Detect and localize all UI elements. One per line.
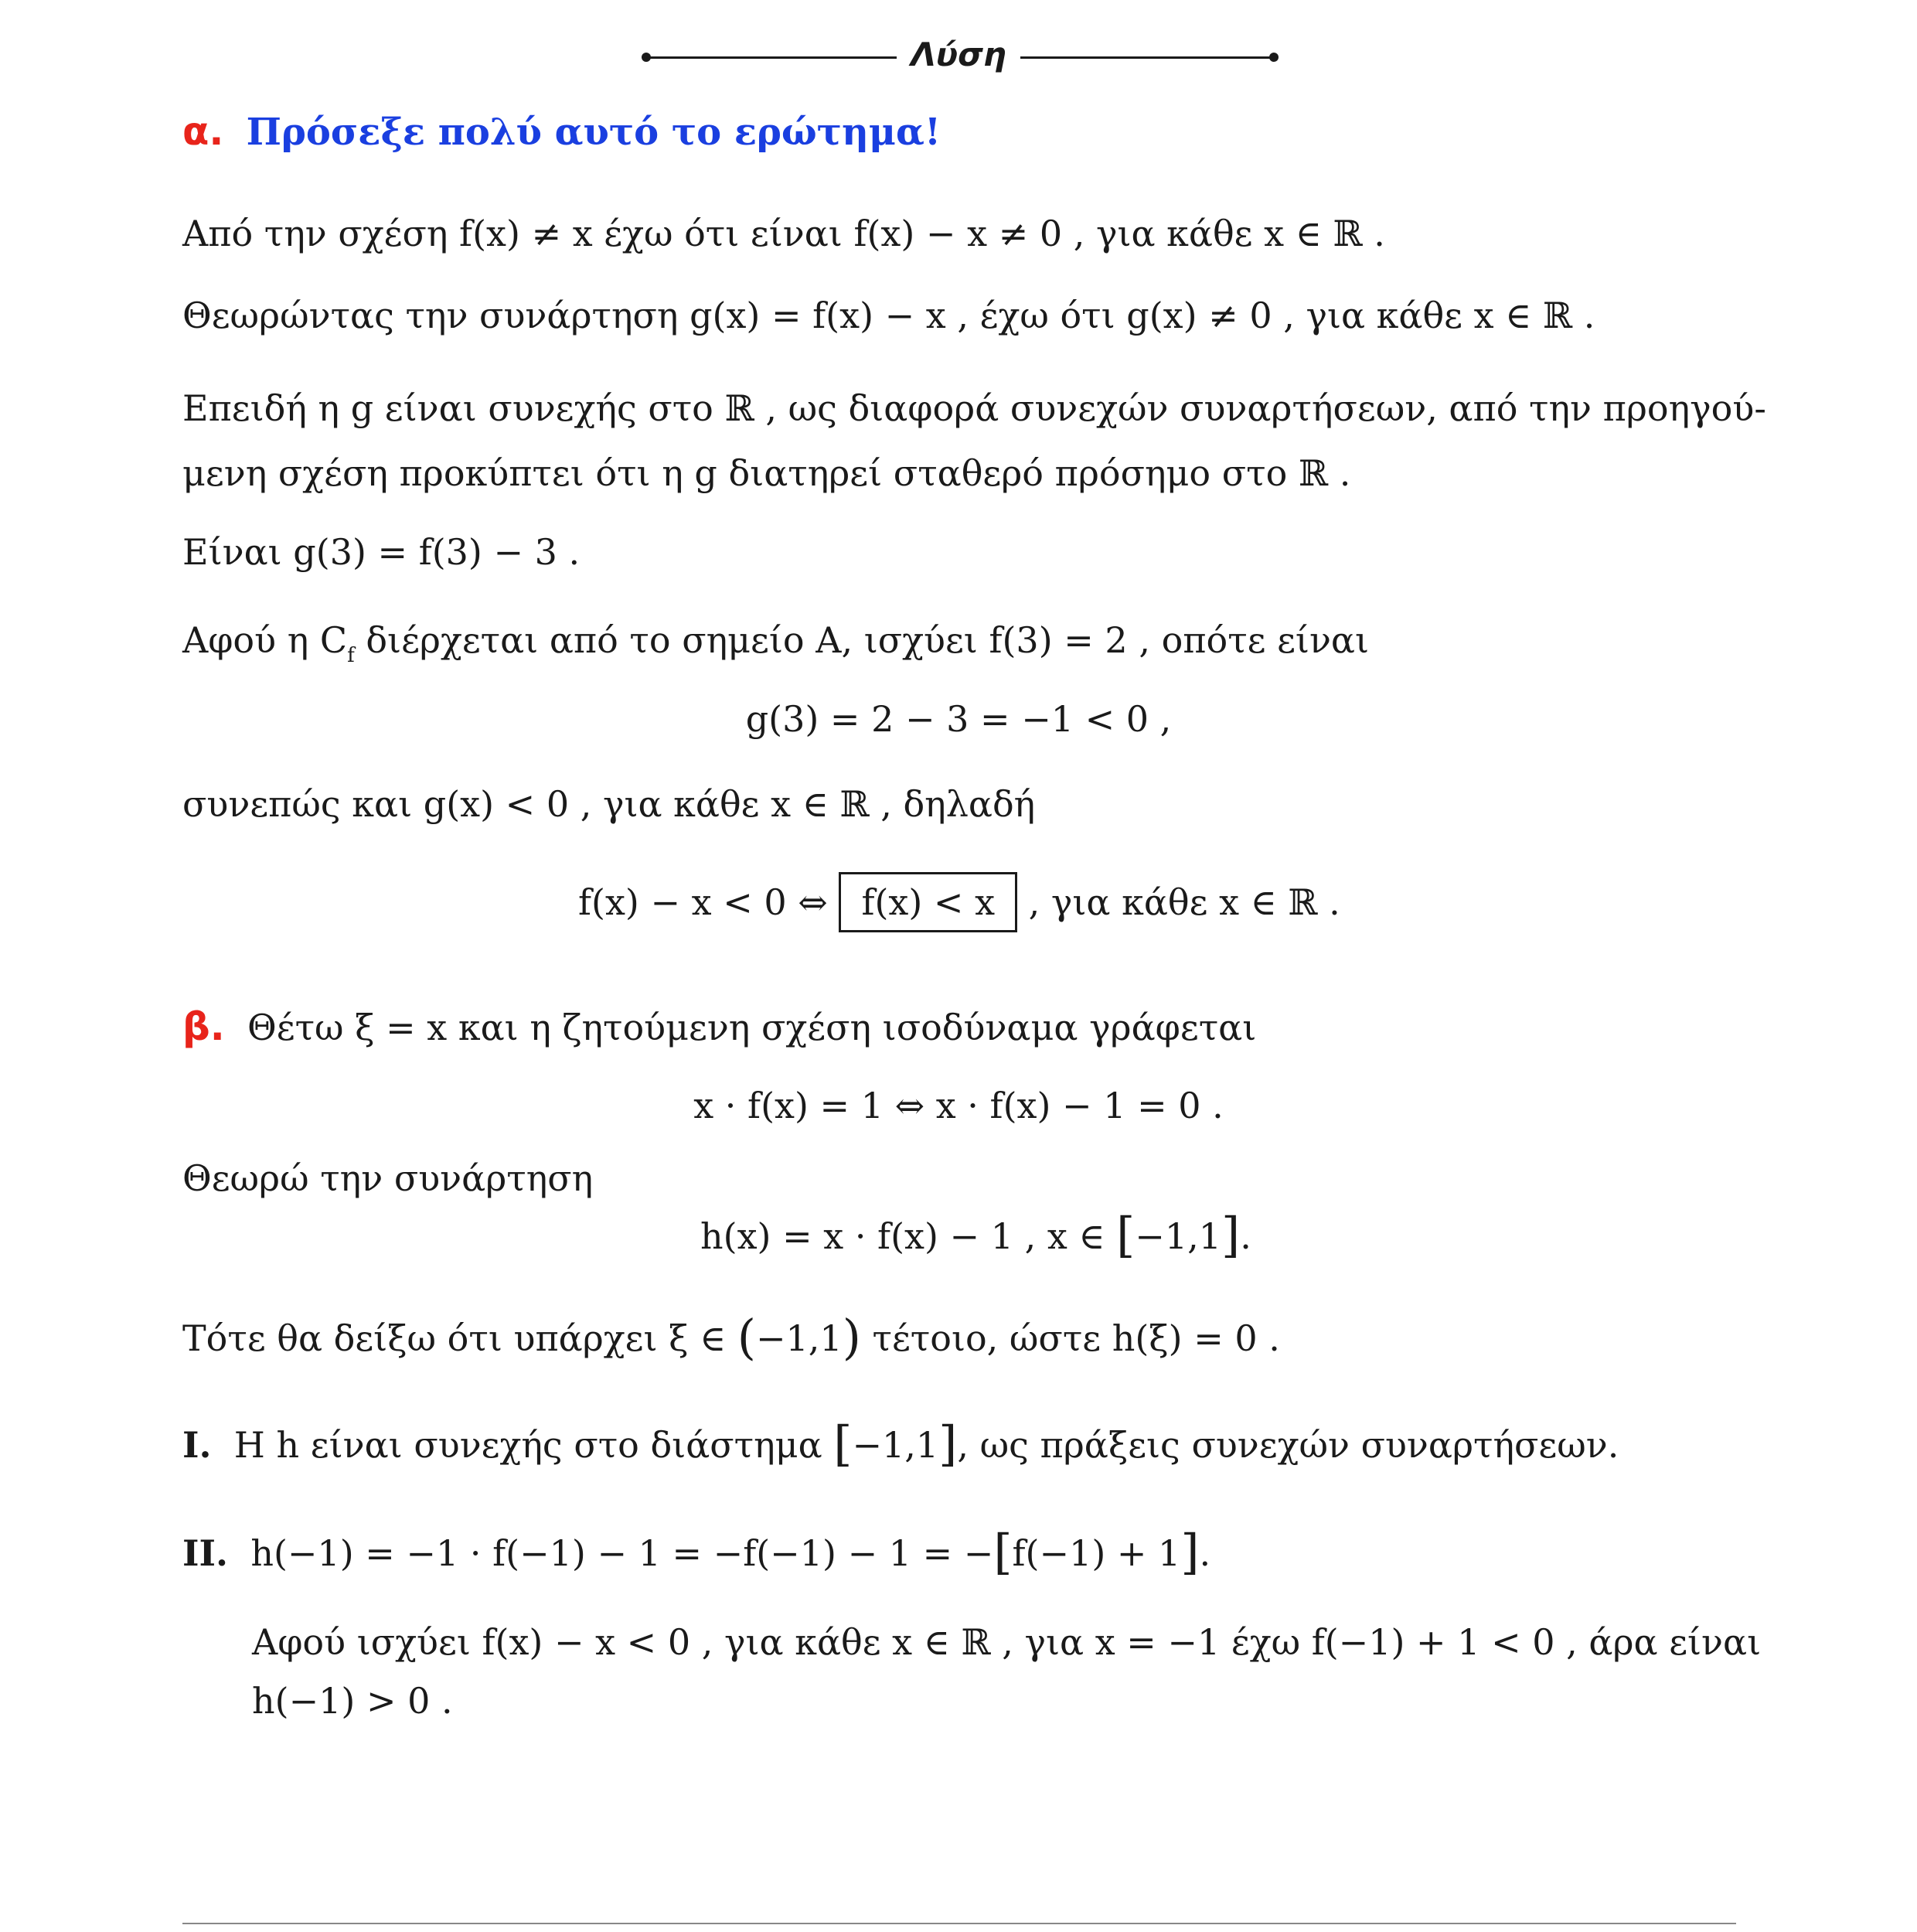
item-II-label: ΙΙ. [182,1532,229,1574]
part-a-conclusion-end: , για κάθε x ∈ ℝ . [1017,881,1340,923]
header-rule-right [1020,56,1274,59]
interval-closed: −1,1 [1135,1215,1221,1257]
part-a-marker: α. [182,109,224,154]
part-b-line-5-start: Τότε θα δείξω ότι υπάρχει ξ ∈ [182,1317,737,1359]
h-definition-end: . [1240,1215,1251,1257]
item-I-label: Ι. [182,1424,212,1466]
paren-close: ) [842,1309,861,1365]
header-title: Λύση [911,36,1006,73]
part-a-line-1: Από την σχέση f(x) ≠ x έχω ότι είναι f(x) − x ≠ 0 , για κάθε x ∈ ℝ . [182,213,1385,254]
interval-open: −1,1 [756,1317,843,1359]
part-b-line-1: Θέτω ξ = x και η ζητούμενη σχέση ισοδύναμα γράφεται [247,1007,1257,1048]
item-II [182,1524,1211,1580]
part-a-conclusion-start: f(x) − x < 0 ⇔ [578,881,839,923]
item-II-bracket-open: [ [993,1524,1013,1580]
item-II-text-end: . [1199,1532,1211,1574]
item-II-text-start: h(−1) = −1 · f(−1) − 1 = −f(−1) − 1 = − [250,1532,994,1574]
part-a-line-6-start: Αφού η C [182,619,348,661]
part-a-equation-g3: g(3) = 2 − 3 = −1 < 0 , [745,698,1172,740]
part-a-line-3: Επειδή η g είναι συνεχής στο ℝ , ως διαφορά συνεχών συναρτήσεων, από την προηγού- [182,387,1766,429]
solution-header [0,32,1917,79]
part-b-marker: β. [182,1004,225,1049]
boxed-result: f(x) < x [839,872,1017,932]
part-b-line-3: Θεωρώ την συνάρτηση [182,1157,594,1199]
part-b-heading [182,1003,1256,1051]
part-a-line-6 [182,617,1369,679]
item-I-text-start: Η h είναι συνεχής στο διάστημα [233,1424,834,1466]
cf-subscript: f [347,644,355,667]
item-I-interval: −1,1 [852,1424,939,1466]
header-rule-left [645,56,897,59]
bottom-rule [182,1923,1736,1924]
item-I-bracket-open: [ [833,1416,853,1472]
part-b-line-5-end: τέτοιο, ώστε h(ξ) = 0 . [860,1317,1280,1359]
part-a-headline: Πρόσεξε πολύ αυτό το ερώτημα! [246,111,941,154]
part-a-line-4: μενη σχέση προκύπτει ότι η g διατηρεί σταθερό πρόσημο στο ℝ . [182,452,1351,494]
part-a-heading [182,108,941,155]
item-I [182,1416,1619,1472]
part-a-conclusion [578,872,1340,932]
part-a-line-6-end: διέρχεται από το σημείο Α, ισχύει f(3) = 2 , οπότε είναι [354,619,1370,661]
bracket-close: ] [1221,1207,1241,1263]
bracket-open: [ [1116,1207,1136,1263]
item-II-bracket-close: ] [1180,1524,1200,1580]
part-a-line-5: Είναι g(3) = f(3) − 3 . [182,531,581,573]
h-definition-start: h(x) = x · f(x) − 1 , x ∈ [700,1215,1117,1257]
item-I-text-end: , ως πράξεις συνεχών συναρτήσεων. [957,1424,1619,1466]
part-b-equation: x · f(x) = 1 ⇔ x · f(x) − 1 = 0 . [693,1085,1224,1126]
header-dot-right [1269,53,1279,62]
part-a-line-2: Θεωρώντας την συνάρτηση g(x) = f(x) − x , έχω ότι g(x) ≠ 0 , για κάθε x ∈ ℝ . [182,295,1595,336]
item-I-bracket-close: ] [938,1416,958,1472]
part-b-line-5 [182,1309,1280,1365]
item-II-inner: f(−1) + 1 [1012,1532,1181,1574]
item-II-line-3: h(−1) > 0 . [252,1680,453,1722]
paren-open: ( [737,1309,756,1365]
part-a-line-8: συνεπώς και g(x) < 0 , για κάθε x ∈ ℝ , δηλαδή [182,783,1036,825]
part-b-h-definition [700,1207,1251,1263]
item-II-line-2: Αφού ισχύει f(x) − x < 0 , για κάθε x ∈ ℝ , για x = −1 έχω f(−1) + 1 < 0 , άρα είναι [252,1621,1762,1663]
